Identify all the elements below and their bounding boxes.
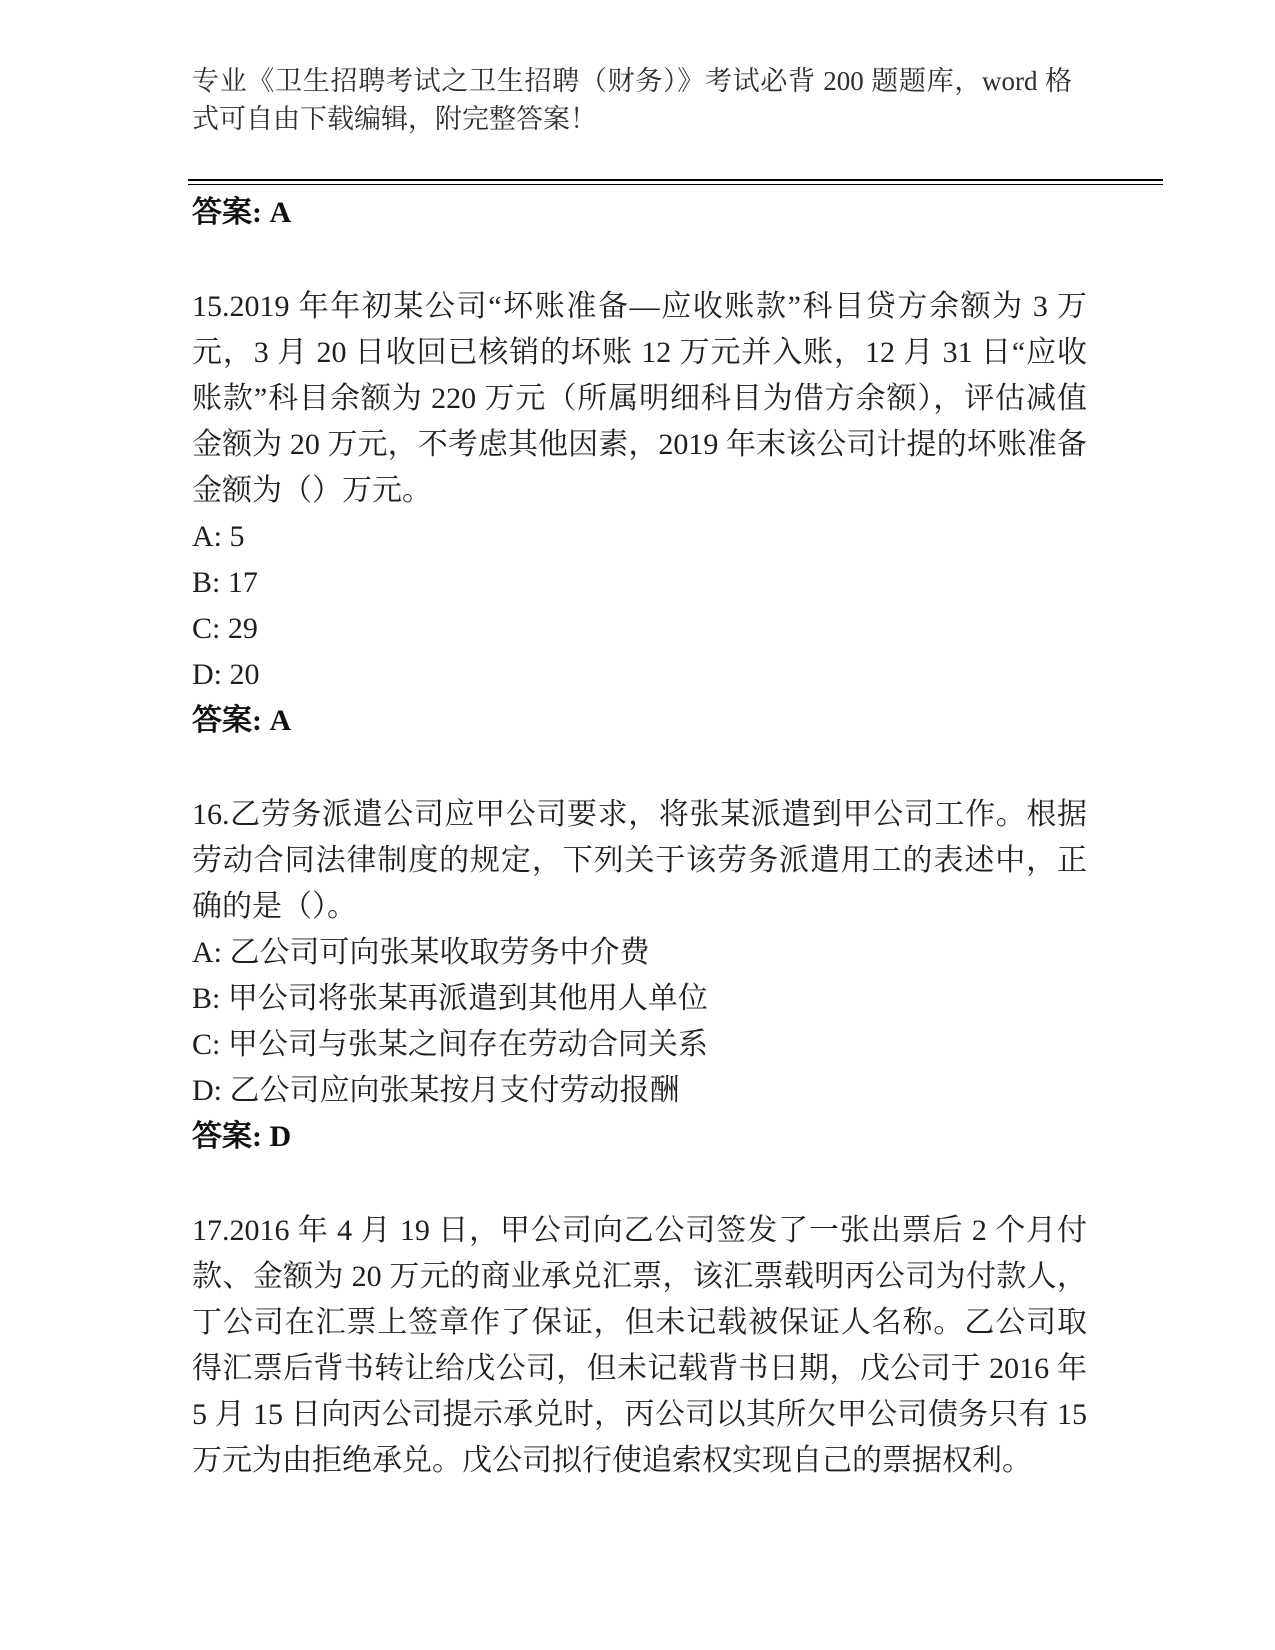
question-block-17 xyxy=(192,1208,1087,1484)
document-body xyxy=(192,190,1087,1484)
question-15-option-a: A: 5 xyxy=(192,520,245,553)
header-text: 专业《卫生招聘考试之卫生招聘（财务）》考试必背 200 题题库，word 格式可自由下载编辑，附完整答案！ xyxy=(192,66,1072,134)
question-text-17: 17.2016 年 4 月 19 日，甲公司向乙公司签发了一张出票后 2 个月付款、金额为 20 万元的商业承兑汇票，该汇票载明丙公司为付款人，丁公司在汇票上签章作了保证，但未记载被保证人名称。乙公司取得汇票后背书转让给戊公司，但未记载背书日期，戊公司于 2016 年 5 月 15 日向丙公司提示承兑时，丙公司以其所欠甲公司债务只有 15 万元为由拒绝承兑。戊公司拟行使追索权实现自己的票据权利。 xyxy=(192,1214,1087,1477)
question-text-15: 15.2019 年年初某公司“坏账准备—应收账款”科目贷方余额为 3 万元，3 月 20 日收回已核销的坏账 12 万元并入账，12 月 31 日“应收账款”科目余额为 220 万元（所属明细科目为借方余额），评估减值金额为 20 万元，不考虑其他因素，2019 年末该公司计提的坏账准备金额为（）万元。 xyxy=(192,290,1087,507)
question-15-option-d: D: 20 xyxy=(192,658,260,691)
question-16-option-c: C: 甲公司与张某之间存在劳动合同关系 xyxy=(192,1028,708,1061)
question-15-option-c: C: 29 xyxy=(192,612,258,645)
page-header xyxy=(192,62,1072,138)
question-15-option-b: B: 17 xyxy=(192,566,258,599)
header-divider-double-rule xyxy=(188,179,1163,185)
answer-line-15: 答案: A xyxy=(192,704,292,737)
answer-line-16: 答案: D xyxy=(192,1120,292,1153)
question-16-option-b: B: 甲公司将张某再派遣到其他用人单位 xyxy=(192,982,708,1015)
question-text-16: 16.乙劳务派遣公司应甲公司要求，将张某派遣到甲公司工作。根据劳动合同法律制度的规定，下列关于该劳务派遣用工的表述中，正确的是（）。 xyxy=(192,798,1087,923)
question-block-15 xyxy=(192,284,1087,744)
answer-line-previous-question: 答案: A xyxy=(192,196,292,229)
question-16-option-a: A: 乙公司可向张某收取劳务中介费 xyxy=(192,936,650,969)
question-block-16 xyxy=(192,792,1087,1160)
question-16-option-d: D: 乙公司应向张某按月支付劳动报酬 xyxy=(192,1074,680,1107)
